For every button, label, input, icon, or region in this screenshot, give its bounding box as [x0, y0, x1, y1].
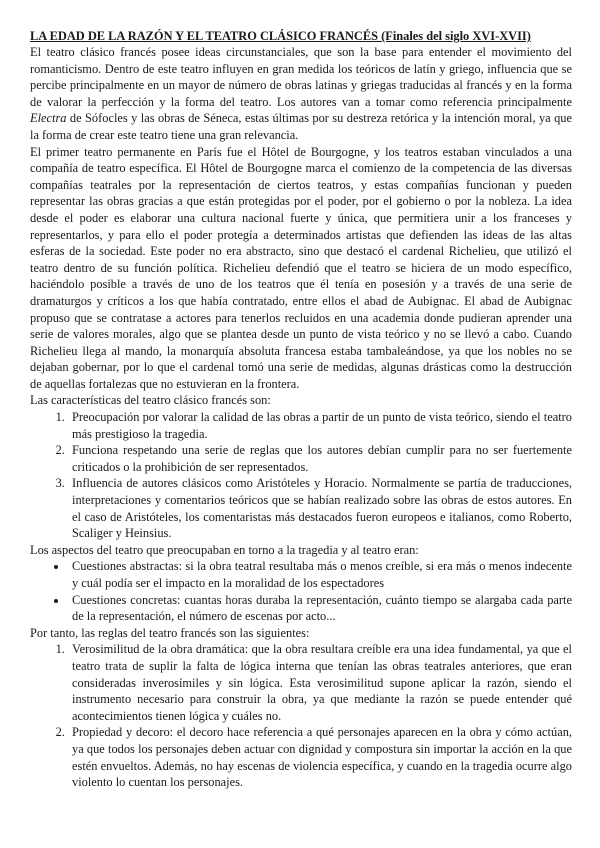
rules-list: [30, 641, 572, 790]
rules-heading: Por tanto, las reglas del teatro francés son las siguientes:: [30, 625, 310, 640]
intro-text-end: de Sófocles y las obras de Séneca, estas últimas por su destreza retórica y la intención moral, ya que la forma de crear este teatro tiene una gran relevancia.: [30, 111, 572, 142]
intro-text-start: El teatro clásico francés posee ideas circunstanciales, que son la base para entender el movimiento del romanticismo. Dentro de este teatro influyen en gran medida los teóricos de latín y griego, influencia que se percibe principalmente en un mayor de número de obras latinas y griegas traducidas al francés y en la forma de valorar la perfección y la forma del teatro. Los autores van a tomar como referencia principalmente: [30, 45, 572, 109]
characteristics-list: [30, 409, 572, 542]
document-title: LA EDAD DE LA RAZÓN Y EL TEATRO CLÁSICO FRANCÉS (Finales del siglo XVI-XVII): [30, 29, 531, 43]
aspects-list: [30, 558, 572, 624]
characteristics-heading: Las características del teatro clásico francés son:: [30, 393, 271, 408]
characteristic-item-2: 2. Funciona respetando una serie de reglas que los autores debían cumplir para no ser fuertemente criticados o la prohibición de ser representados.: [68, 442, 572, 475]
rule-item-verisimilitude: 1. Verosimilitud de la obra dramática: que la obra resultara creíble era una idea fundamental, ya que el teatro trata de suplir la falta de lógica interna que tenían las obras teatrales anteriores, que eran consideradas inverosímiles y sin lógica. Esta verosimilitud supone aplicar la razón, siendo el instrumento necesario para construir la obra, ya que mediante la razón se puede entender qué acontecimientos tienen lógica y cuáles no.: [68, 641, 572, 724]
characteristic-item-1: 1. Preocupación por valorar la calidad de las obras a partir de un punto de vista teórico, siendo el teatro más prestigioso la tragedia.: [68, 409, 572, 442]
aspect-item-concrete: • Cuestiones concretas: cuantas horas duraba la representación, cuánto tiempo se alargaba cada parte de la representación, el número de escenas por acto...: [68, 592, 572, 625]
rule-item-decorum: 2. Propiedad y decoro: el decoro hace referencia a qué personajes aparecen en la obra y cómo actúan, ya que todos los personajes deben actuar con dignidad y compostura sin importar la acción en la que estén envueltos. Además, no hay escenas de violencia específica, y cuando en la tragedia ocurre algo violento lo cuentan los personajes.: [68, 724, 572, 790]
intro-paragraph: [30, 44, 572, 144]
aspect-item-abstract: • Cuestiones abstractas: si la obra teatral resultaba más o menos creíble, si era más o menos indecente y cuál podía ser el impacto en la moralidad de los espectadores: [68, 558, 572, 591]
work-title-electra: Electra: [30, 111, 67, 126]
aspects-heading: Los aspectos del teatro que preocupaban en torno a la tragedia y al teatro eran:: [30, 542, 419, 557]
history-paragraph: El primer teatro permanente en París fue el Hôtel de Bourgogne, y los teatros estaban vinculados a una compañía de teatro específica. El Hôtel de Bourgogne marca el comienzo de la competencia de las diversas compañías teatrales por la representación de ciertos teatros, y estas compañías funcionan y pueden representar las obras gracias a que están protegidas por el poder, por el gobierno o por la nobleza. La idea desde el poder es elaborar una cultura nacional fuerte y única, que permitiera unir a los franceses y representarlos, y para ello el poder protegía a determinados artistas que defienden las ideas de las altas esferas de la sociedad. Este poder no era abstracto, sino que destacó el cardenal Richelieu, que utilizó el teatro dentro de su función política. Richelieu defendió que el teatro se hiciera de un modo específico, haciéndolo posible a través de uno de los teatros que él tenía en posesión y a través de una serie de dramaturgos y críticos a los que había contratado, entre ellos el abad de Aubignac. El abad de Aubignac propuso que se contratase a actores para tenerlos recluidos en una academia donde pudieran aprender una serie de valores morales, algo que se plantea desde un punto de vista teórico y no se llevó a cabo. Cuando Richelieu llega al mando, la monarquía absoluta francesa estaba tambaleándose, ya que los nobles no se dejaban gobernar, por lo que el cardenal tomó una serie de medidas, algunas drásticas como la destrucción de aquellas fortalezas que no estuvieran en la frontera.: [30, 144, 572, 391]
characteristic-item-3: 3. Influencia de autores clásicos como Aristóteles y Horacio. Normalmente se partía de traducciones, interpretaciones y comentarios teóricos que se habían realizado sobre las obras de estos autores. En el caso de Aristóteles, los comentaristas más destacados fueron europeos e italianos, como Roberto, Scaliger y Heinsius.: [68, 475, 572, 541]
